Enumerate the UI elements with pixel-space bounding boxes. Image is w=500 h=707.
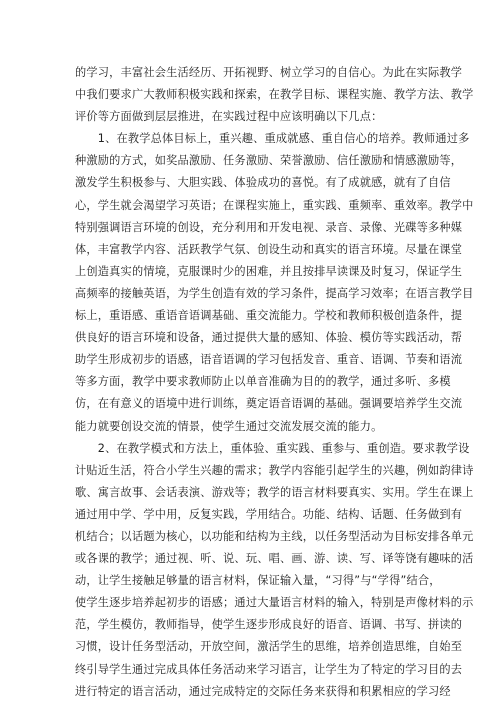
text-line: 使学生逐步培养起初步的语感；通过大量语言材料的输入，特别是声像材料的示 (75, 596, 474, 610)
text-line: 动，让学生接触足够量的语言材料，保证输入量，“习得”与“学得”结合， (75, 574, 441, 588)
text-line: 评价等方面做到层层推进，在实践过程中应该明确以下几点： (75, 110, 383, 124)
text-line: 计贴近生活，符合小学生兴趣的需求；教学内容能引起学生的兴趣，例如韵律诗 (75, 463, 474, 477)
text-line: 机结合；以话题为核心，以功能和结构为主线，以任务型活动为目标安排各单元 (75, 529, 474, 543)
text-line: 心，学生就会渴望学习英语；在课程实施上，重实践、重频率、重效率。教学中 (75, 198, 474, 212)
text-line: 仿，在有意义的语境中进行训练，奠定语音语调的基础。强调要培养学生交流 (75, 397, 463, 411)
text-line: 1、在教学总体目标上，重兴趣、重成就感、重自信心的培养。教师通过多 (75, 132, 470, 146)
text-line: 上创造真实的情境，克服课时少的困难，并且按排早读课及时复习，保证学生 (75, 264, 463, 278)
text-line: 中我们要求广大教师积极实践和探索，在教学目标、课程实施、教学方法、教学 (75, 88, 474, 102)
text-line: 进行特定的语言活动，通过完成特定的交际任务来获得和积累相应的学习经 (75, 684, 451, 698)
text-line: 范，学生模仿，教师指导，使学生逐步形成良好的语音、语调、书写、拼读的 (75, 618, 463, 632)
text-line: 能力就要创设交流的情景，使学生通过交流发展交流的能力。 (75, 419, 383, 433)
text-line: 体，丰富教学内容、活跃教学气氛、创设生动和真实的语言环境。尽量在课堂 (75, 242, 463, 256)
text-line: 歌、寓言故事、会话表演、游戏等；教学的语言材料要真实、实用。学生在课上 (75, 485, 474, 499)
text-line: 助学生形成初步的语感，语音语调的学习包括发音、重音、语调、节奏和语流 (75, 353, 463, 367)
text-line: 或各课的教学；通过视、听、说、玩、唱、画、游、读、写、译等饶有趣味的活 (75, 552, 474, 566)
text-line: 标上，重语感、重语音语调基础、重交流能力。学校和教师积极创造条件，提 (75, 309, 463, 323)
text-line: 种激励的方式，如奖品激励、任务激励、荣誉激励、信任激励和情感激励等， (75, 154, 463, 168)
text-line: 特别强调语言环境的创设，充分利用和开发电视、录音、录像、光碟等多种媒 (75, 220, 463, 234)
text-line: 2、在教学模式和方法上，重体验、重实践、重参与、重创造。要求教学设 (75, 441, 470, 455)
text-line: 激发学生积极参与、大胆实践、体验成功的喜悦。有了成就感，就有了自信 (75, 176, 451, 190)
text-line: 供良好的语言环境和设备，通过提供大量的感知、体验、模仿等实践活动，帮 (75, 331, 463, 345)
text-line: 的学习，丰富社会生活经历、开拓视野、树立学习的自信心。为此在实际教学 (75, 66, 463, 79)
text-line: 高频率的接触英语，为学生创造有效的学习条件，提高学习效率；在语言教学目 (75, 286, 474, 300)
text-line: 习惯，设计任务型活动，开放空间，激活学生的思维，培养创造思维，自始至 (75, 640, 463, 654)
body-text (75, 62, 474, 703)
text-line: 等多方面，教学中要求教师防止以单音准确为目的的教学，通过多听、多模 (75, 375, 451, 389)
text-line: 终引导学生通过完成具体任务活动来学习语言，让学生为了特定的学习目的去 (75, 662, 463, 676)
text-line: 通过用中学、学中用，反复实践，学用结合。功能、结构、话题、任务做到有 (75, 507, 463, 521)
